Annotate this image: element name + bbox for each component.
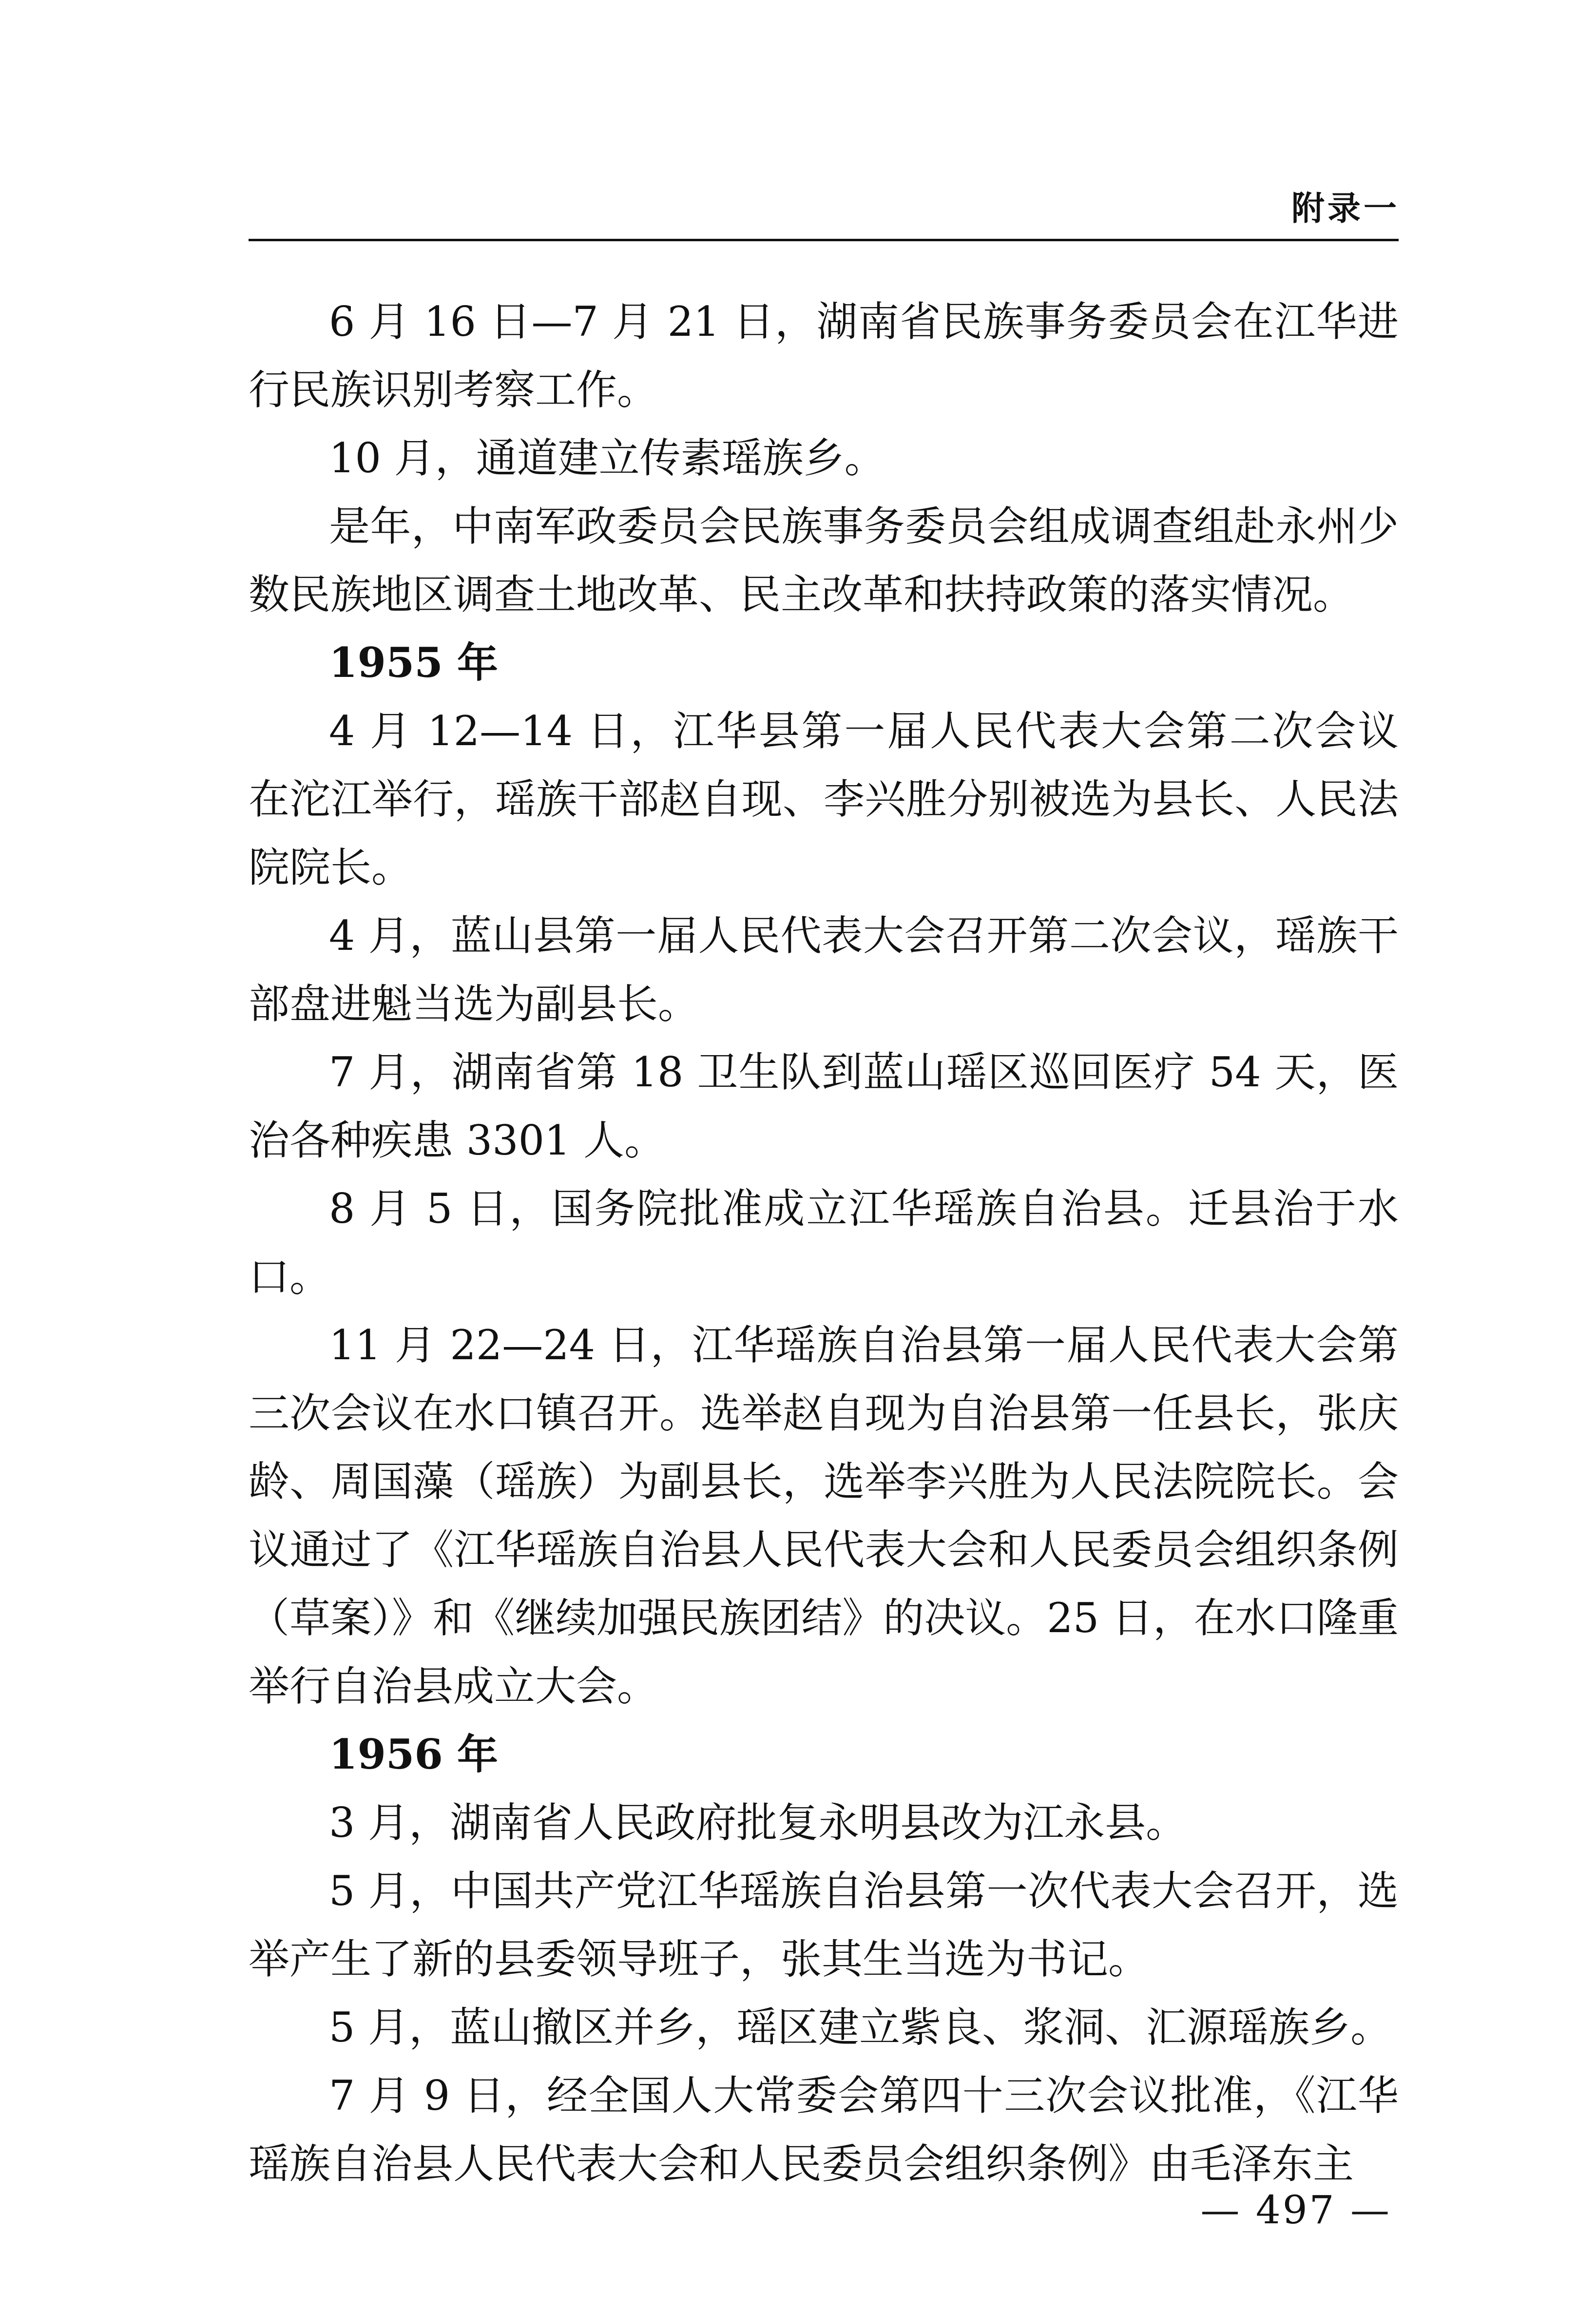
chronology-entry: 8 月 5 日，国务院批准成立江华瑶族自治县。迁县治于水口。 [249, 1185, 1399, 1301]
year-heading: 1956 年 [329, 1730, 499, 1778]
chronology-entry: 7 月，湖南省第 18 卫生队到蓝山瑶区巡回医疗 54 天，医治各种疾患 3301 人。 [249, 1048, 1399, 1164]
chronology-entry: 5 月，中国共产党江华瑶族自治县第一次代表大会召开，选举产生了新的县委领导班子，张其生当选为书记。 [249, 1867, 1399, 1983]
running-header: 附录一 [1291, 189, 1400, 228]
chronology-entry: 3 月，湖南省人民政府批复永明县改为江永县。 [329, 1799, 1187, 1847]
chronology-entry: 7 月 9 日，经全国人大常委会第四十三次会议批准，《江华瑶族自治县人民代表大会和人民委员会组织条例》由毛泽东主 [249, 2072, 1399, 2188]
chronology-entry: 4 月，蓝山县第一届人民代表大会召开第二次会议，瑶族干部盘进魁当选为副县长。 [249, 912, 1399, 1028]
page-number: — 497 — [1200, 2187, 1391, 2233]
chronology-entry: 6 月 16 日—7 月 21 日，湖南省民族事务委员会在江华进行民族识别考察工作。 [249, 298, 1399, 414]
chronology-entry: 11 月 22—24 日，江华瑶族自治县第一届人民代表大会第三次会议在水口镇召开。选举赵自现为自治县第一任县长，张庆龄、周国藻（瑶族）为副县长，选举李兴胜为人民法院院长。会议通过了《江华瑶族自治县人民代表大会和人民委员会组织条例（草案）》和《继续加强民族团结》的决议。25 日，在水口隆重举行自治县成立大会。 [249, 1321, 1399, 1710]
chronology-entry: 10 月，通道建立传素瑶族乡。 [329, 434, 885, 482]
chronology-entry: 是年，中南军政委员会民族事务委员会组成调查组赴永州少数民族地区调查土地改革、民主改革和扶持政策的落实情况。 [249, 502, 1399, 618]
chronology-entry: 4 月 12—14 日，江华县第一届人民代表大会第二次会议在沱江举行，瑶族干部赵自现、李兴胜分别被选为县长、人民法院院长。 [249, 707, 1399, 891]
page-body [249, 288, 1399, 2198]
chronology-entry: 5 月，蓝山撤区并乡，瑶区建立紫良、浆洞、汇源瑶族乡。 [329, 2004, 1392, 2051]
year-heading: 1955 年 [329, 638, 499, 687]
header-divider [249, 239, 1399, 241]
